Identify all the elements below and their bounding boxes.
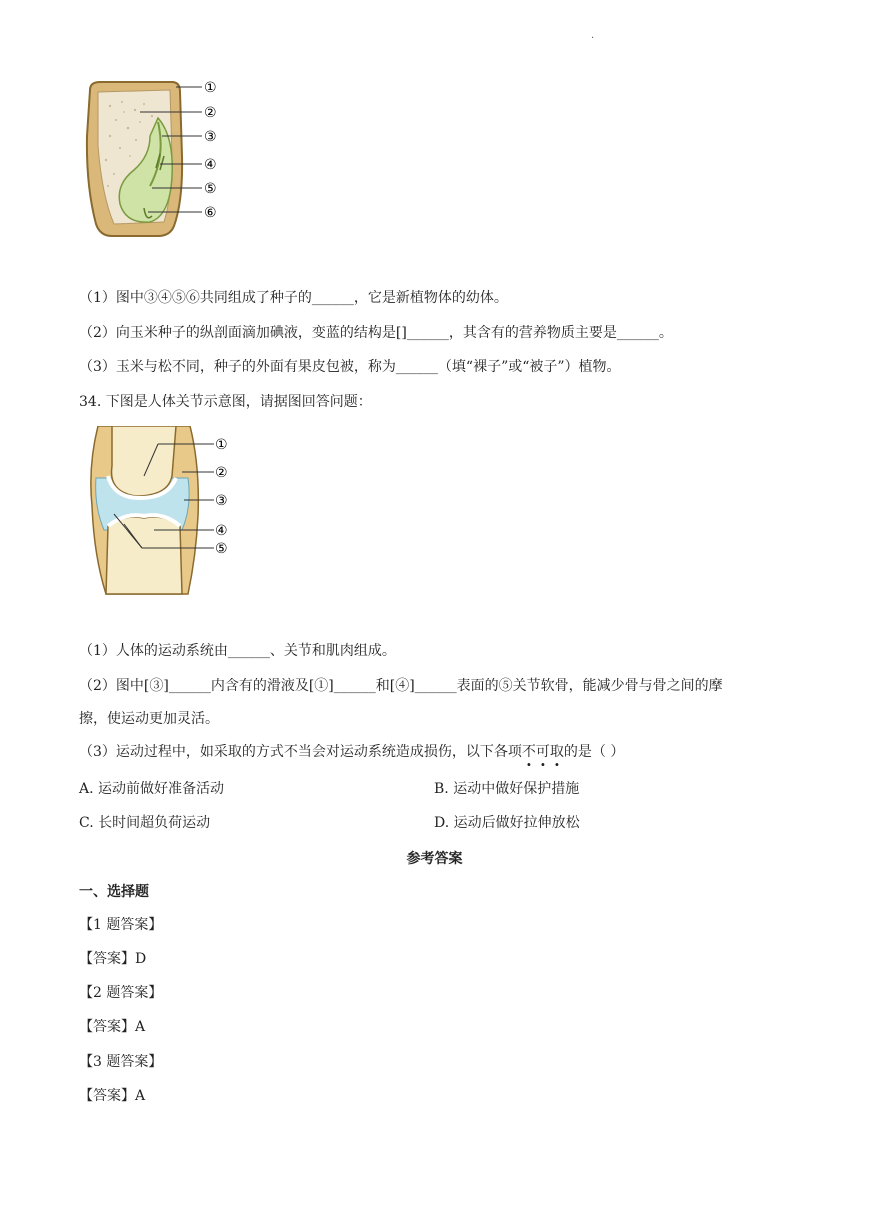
answer-item-3: 【2 题答案】: [79, 985, 163, 1001]
answer-item-4: 【答案】A: [79, 1019, 146, 1035]
q34-part2-line1: （2）图中[③]______内含有的滑液及[①]______和[④]______表面的⑤关节软骨，能减少骨与骨之间的摩: [79, 678, 723, 694]
seed-label-2: ②: [204, 105, 217, 121]
header-mark: .: [591, 30, 595, 41]
q33-part2: （2）向玉米种子的纵剖面滴加碘液，变蓝的结构是[]______，其含有的营养物质主要是______。: [79, 325, 673, 341]
answers-heading: 参考答案: [406, 851, 463, 867]
corn-seed-figure: [80, 76, 250, 241]
option-d[interactable]: D. 运动后做好拉伸放松: [434, 815, 580, 831]
option-a[interactable]: A. 运动前做好准备活动: [79, 781, 225, 797]
seed-label-5: ⑤: [204, 181, 217, 197]
option-c[interactable]: C. 长时间超负荷运动: [79, 815, 211, 831]
joint-head: [112, 426, 177, 496]
q34-part2-line2: 擦，使运动更加灵活。: [79, 711, 219, 727]
joint-label-5: ⑤: [215, 541, 228, 557]
joint-label-1: ①: [215, 437, 228, 453]
q33-part3: （3）玉米与松不同，种子的外面有果皮包被，称为______（填“裸子”或“被子”）植物。: [79, 359, 621, 375]
joint-label-2: ②: [215, 465, 228, 481]
answer-item-1: 【1 题答案】: [79, 917, 163, 933]
emphasis-char-2: 可: [535, 744, 550, 760]
emphasis-char-1: 不: [521, 744, 536, 760]
answers-section-title: 一、选择题: [79, 884, 149, 900]
seed-label-6: ⑥: [204, 205, 217, 221]
q34-title: 34. 下图是人体关节示意图，请据图回答问题：: [79, 394, 372, 410]
option-b[interactable]: B. 运动中做好保护措施: [434, 781, 580, 797]
answer-item-5: 【3 题答案】: [79, 1054, 163, 1070]
q33-part1: （1）图中③④⑤⑥共同组成了种子的______，它是新植物体的幼体。: [79, 290, 508, 306]
seed-label-4: ④: [204, 157, 217, 173]
q34-part3-before: （3）运动过程中，如采取的方式不当会对运动系统造成损伤，以下各项: [79, 744, 522, 760]
joint-label-3: ③: [215, 493, 228, 509]
q34-part1: （1）人体的运动系统由______、关节和肌肉组成。: [79, 643, 396, 659]
joint-figure: [84, 426, 244, 596]
joint-socket: [106, 517, 182, 594]
answer-item-6: 【答案】A: [79, 1088, 146, 1104]
seed-label-3: ③: [204, 129, 217, 145]
answer-item-2: 【答案】D: [79, 951, 147, 967]
q34-part3-after: 的是（ ）: [563, 744, 625, 760]
q34-part3: [79, 742, 624, 762]
joint-label-4: ④: [215, 523, 228, 539]
emphasis-char-3: 取: [549, 744, 564, 760]
seed-label-1: ①: [204, 80, 217, 96]
